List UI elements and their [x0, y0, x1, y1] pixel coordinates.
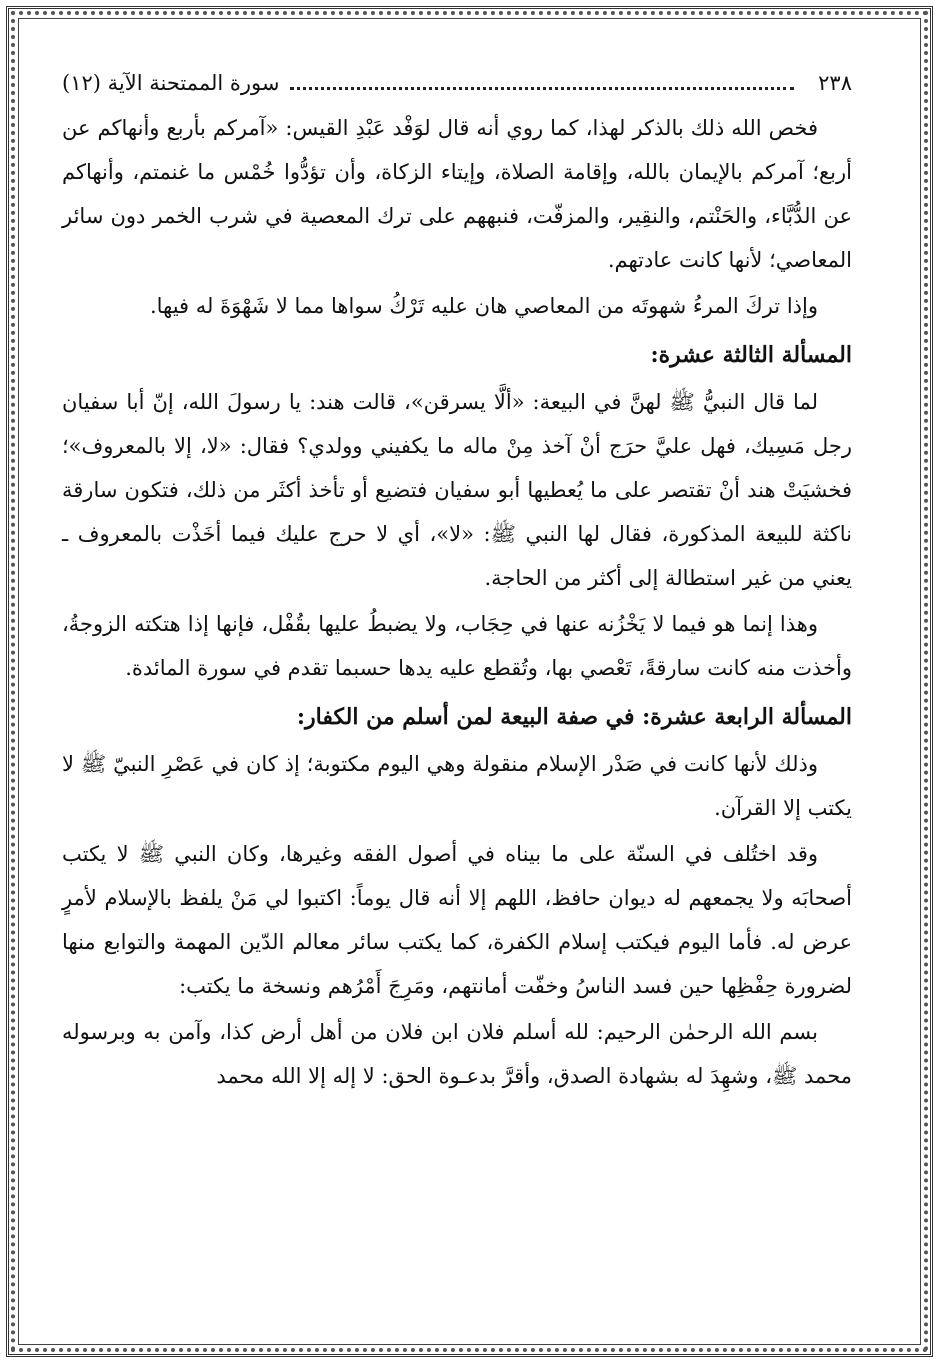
paragraph: بسم الله الرحمٰن الرحيم: لله أسلم فلان ابن فلان من أهل أرض كذا، وآمن به وبرسوله محمد ﷺ، وشهِدَ له بشهادة الصدق، وأقرَّ بدعـوة الحق: لا إله إلا الله محمد: [62, 1020, 852, 1088]
paragraph: وهذا إنما هو فيما لا يَخْزُنه عنها في حِجَاب، ولا يضبطُ عليها بقُفْل، فإنها إذا هتكته الزوجةُ، وأخذت منه كانت سارقةً، تَعْصي بها، وتُقطع عليه يدها حسبما تقدم في سورة المائدة.: [62, 612, 852, 680]
paragraph: وذلك لأنها كانت في صَدْر الإسلام منقولة وهي اليوم مكتوبة؛ إذ كان في عَصْرِ النبيّ ﷺ لا يكتب إلا القرآن.: [62, 752, 852, 820]
paragraph: لما قال النبيُّ ﷺ لهنَّ في البيعة: «ألَّا يسرقن»، قالت هند: يا رسولَ الله، إنّ أبا سفيان رجل مَسِيك، فهل عليَّ حرَج أنْ آخذ مِنْ ماله ما يكفيني وولدي؟ فقال: «لا، إلا بالمعروف»؛ فخشيَتْ هند أنْ تقتصر على ما يُعطيها أبو سفيان فتضيع أو تأخذ أكثَر من ذلك، فتكون سارقة ناكثة للبيعة المذكورة، فقال لها النبي ﷺ: «لا»، أي لا حرج عليك فيما أخَذْت بالمعروف ـ يعني من غير استطالة إلى أكثر من الحاجة.: [62, 390, 852, 590]
page-number: ٢٣٨: [818, 71, 852, 95]
page-content: [62, 66, 852, 1100]
section-heading-13: المسألة الثالثة عشرة:: [650, 342, 852, 368]
section-heading-14: المسألة الرابعة عشرة: في صفة البيعة لمن أسلم من الكفار:: [296, 704, 852, 730]
paragraph: وقد اختُلف في السنّة على ما بيناه في أصول الفقه وغيرها، وكان النبي ﷺ لا يكتب أصحابَه ولا يجمعهم له ديوان حافظ، اللهم إلا أنه قال يوماً: اكتبوا لي مَنْ يلفظ بالإسلام لأمرٍ عرض له. فأما اليوم فيكتب إسلام الكفرة، كما يكتب سائر معالم الدّين المهمة والتوابع منها لضرورة حِفْظِها حين فسد الناسُ وخفّت أمانتهم، ومَرِجَ أَمْرُهم ونسخة ما يكتب:: [62, 842, 852, 998]
paragraph: وإذا تركَ المرءُ شهوتَه من المعاصي هان عليه تَرْكُ سواها مما لا شَهْوَةَ له فيها.: [149, 294, 818, 318]
paragraph: فخص الله ذلك بالذكر لهذا، كما روي أنه قال لوَفْد عَبْدِ القيس: «آمركم بأربع وأنهاكم عن أربع؛ آمركم بالإيمان بالله، وإقامة الصلاة، وإيتاء الزكاة، وأن تؤدُّوا خُمْس ما غنمتم، وأنهاكم عن الدُّبَّاء، والحَنْتم، والنقِير، والمزفّت، فنبههم على ترك المعصية في شرب الخمر دون سائر المعاصي؛ لأنها كانت عادتهم.: [62, 116, 852, 272]
header-dot-leader: [290, 87, 795, 90]
running-header: [62, 66, 852, 106]
surah-title: سورة الممتحنة الآية (١٢): [62, 71, 280, 95]
